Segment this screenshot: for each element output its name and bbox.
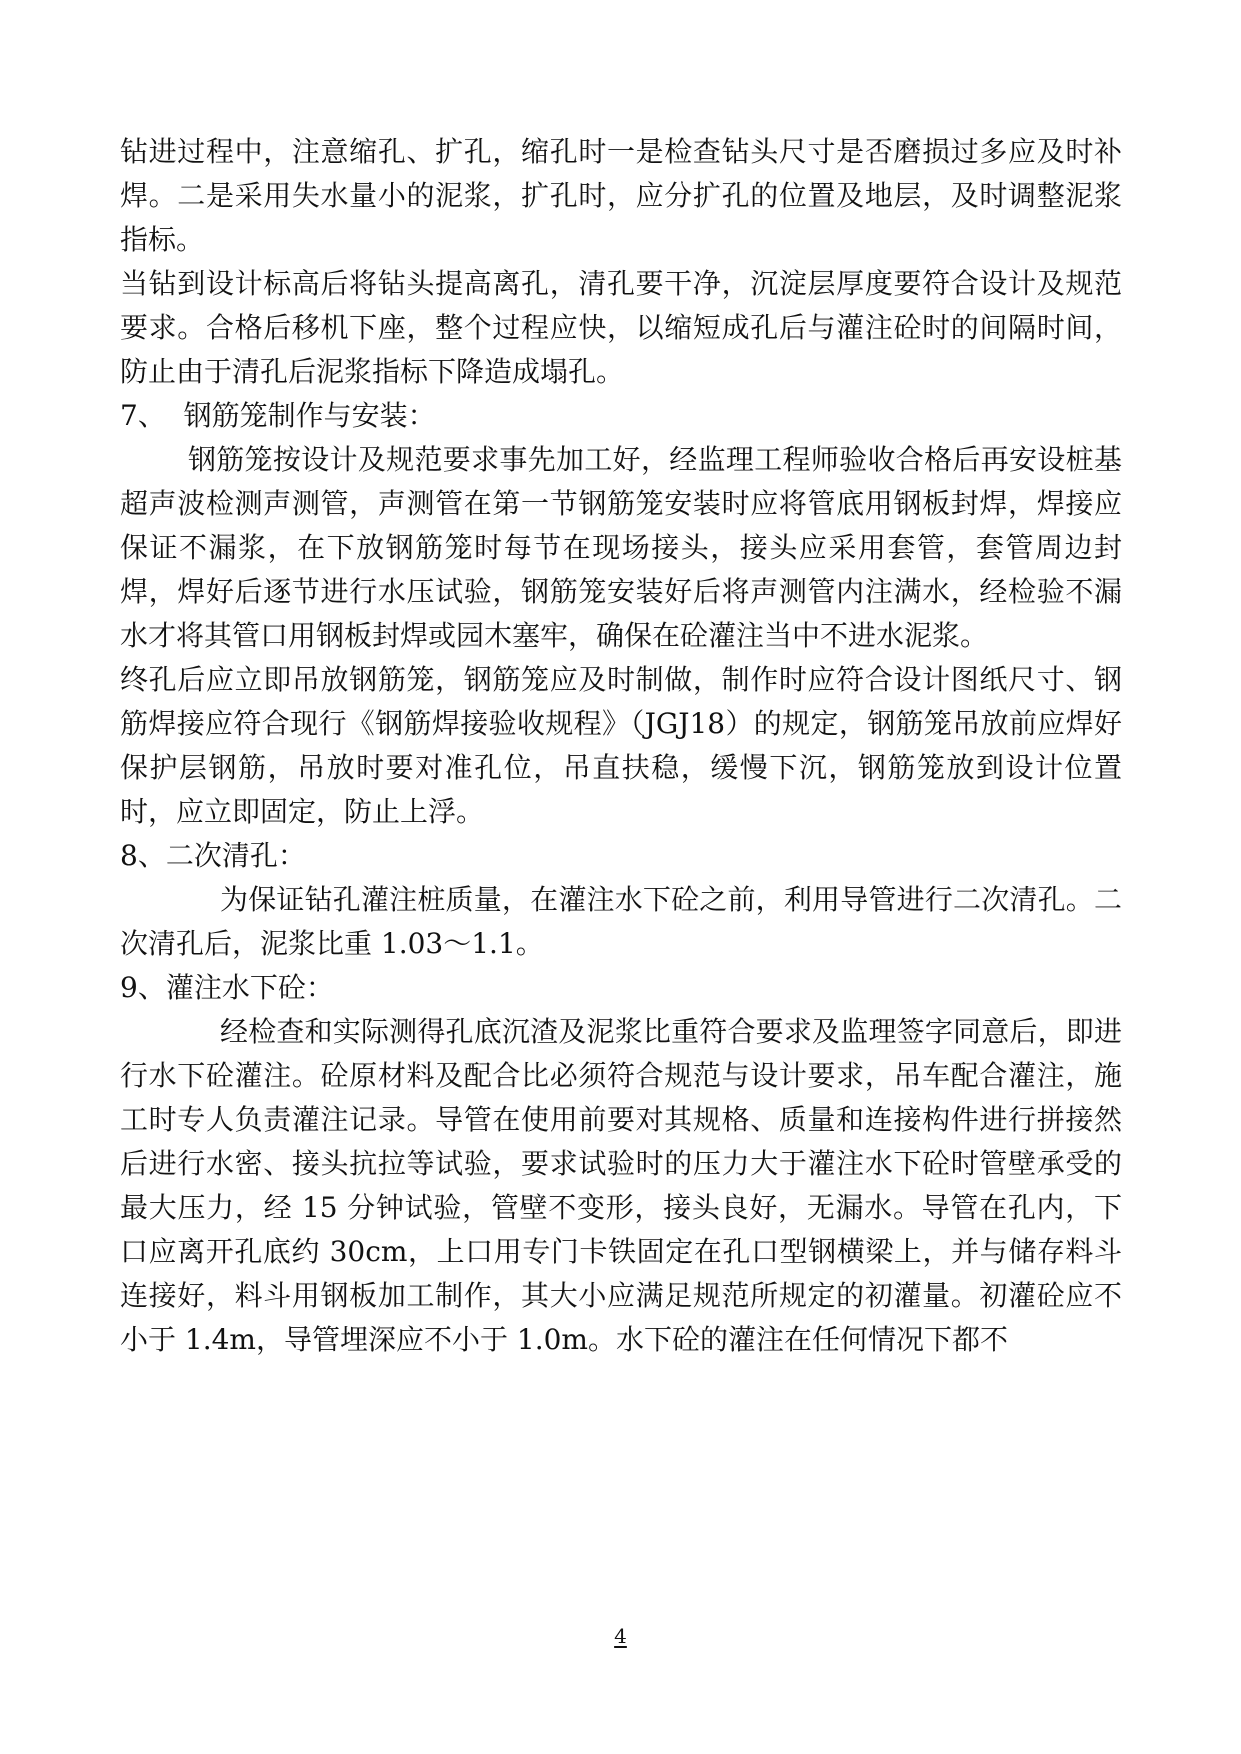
section-heading-8: 8、二次清孔：: [120, 839, 306, 872]
section-heading-9: 9、灌注水下砼：: [120, 971, 334, 1004]
paragraph-cage-fabrication: 钢筋笼按设计及规范要求事先加工好，经监理工程师验收合格后再安设桩基超声波检测声测管，声测管在第一节钢筋笼安装时应将管底用钢板封焊，焊接应保证不漏浆，在下放钢筋笼时每节在现场接头，接头应采用套管，套管周边封焊，焊好后逐节进行水压试验，钢筋笼安装好后将声测管内注满水，经检验不漏水才将其管口用钢板封焊或园木塞牢，确保在砼灌注当中不进水泥浆。: [120, 443, 1122, 652]
page-number-text: 4: [614, 1624, 627, 1648]
paragraph-secondary-cleaning: 为保证钻孔灌注桩质量，在灌注水下砼之前，利用导管进行二次清孔。二次清孔后，泥浆比重 1.03～1.1。: [120, 883, 1122, 960]
paragraph-hole-cleaning: 当钻到设计标高后将钻头提高离孔，清孔要干净，沉淀层厚度要符合设计及规范要求。合格后移机下座，整个过程应快，以缩短成孔后与灌注砼时的间隔时间，防止由于清孔后泥浆指标下降造成塌孔。: [120, 267, 1122, 388]
page-number: [0, 1624, 1241, 1648]
document-body: [120, 130, 1122, 1362]
section-heading-7: 7、 钢筋笼制作与安装：: [120, 399, 436, 432]
paragraph-cage-placement: 终孔后应立即吊放钢筋笼，钢筋笼应及时制做，制作时应符合设计图纸尺寸、钢筋焊接应符合现行《钢筋焊接验收规程》（JGJ18）的规定，钢筋笼吊放前应焊好保护层钢筋，吊放时要对准孔位，吊直扶稳，缓慢下沉，钢筋笼放到设计位置时，应立即固定，防止上浮。: [120, 663, 1122, 828]
paragraph-underwater-concrete: 经检查和实际测得孔底沉渣及泥浆比重符合要求及监理签字同意后，即进行水下砼灌注。砼原材料及配合比必须符合规范与设计要求，吊车配合灌注，施工时专人负责灌注记录。导管在使用前要对其规格、质量和连接构件进行拼接然后进行水密、接头抗拉等试验，要求试验时的压力大于灌注水下砼时管壁承受的最大压力，经 15 分钟试验，管壁不变形，接头良好，无漏水。导管在孔内，下口应离开孔底约 30cm，上口用专门卡铁固定在孔口型钢横梁上，并与储存料斗连接好，料斗用钢板加工制作，其大小应满足规范所规定的初灌量。初灌砼应不小于 1.4m，导管埋深应不小于 1.0m。水下砼的灌注在任何情况下都不: [120, 1015, 1122, 1356]
paragraph-drilling-notes: 钻进过程中，注意缩孔、扩孔，缩孔时一是检查钻头尺寸是否磨损过多应及时补焊。二是采用失水量小的泥浆，扩孔时，应分扩孔的位置及地层，及时调整泥浆指标。: [120, 135, 1122, 256]
